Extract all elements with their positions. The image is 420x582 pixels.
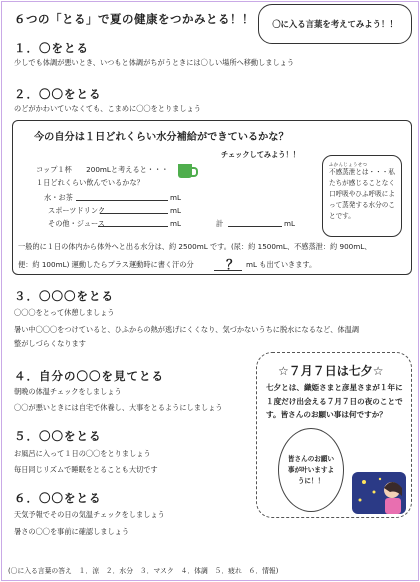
section-6-line-2: 暑さの〇〇を事前に確認しましょう — [14, 527, 130, 536]
section-5-line-1: お風呂に入って１日の〇〇をとりましょう — [14, 449, 151, 458]
bubble-ruby: ふかんじょうせつ — [329, 163, 368, 168]
green-cup-icon — [178, 164, 192, 178]
total-blank[interactable] — [228, 226, 282, 227]
page-title: ６つの「とる」で夏の健康をつかみとる！！ — [14, 12, 254, 26]
drink-other-blank[interactable] — [98, 226, 168, 227]
wish-text: 皆さんのお願い事が叶いますように！！ — [287, 454, 335, 485]
drink-sports-blank[interactable] — [100, 213, 168, 214]
tanabata-text: 七夕とは、織姫さまと彦星さまが１年に１度だけ出会える７月７日の夜のことです。皆さんのお願い事は何ですか？ — [266, 383, 403, 419]
hint-box — [258, 4, 412, 44]
drink-sports-label: スポーツドリンク — [48, 206, 106, 215]
section-1-text: 少しでも体調が悪いとき、いつもと体調がちがうときには〇しい場所へ移動しましょう — [14, 58, 295, 67]
hint-text: 〇に入る言葉を考えてみよう！！ — [272, 19, 398, 29]
section-5-line-2: 毎日同じリズムで睡眠をとることも大切です — [14, 465, 158, 474]
drink-water-tea-blank[interactable] — [76, 200, 168, 201]
cup-handle-icon — [191, 167, 198, 177]
girl-looking-at-stars-illustration — [350, 470, 408, 516]
water-question-mark: ？ — [226, 258, 240, 273]
water-note-line-1: 一般的に１日の体内から体外へと出る水分は、約 2500mL です。(尿：約 1500mL、不感蒸泄：約 900mL、 — [18, 242, 372, 251]
section-3-heading: ３．〇〇〇をとる — [14, 289, 114, 303]
section-3-line-3: 整がしづらくなります — [14, 339, 86, 348]
total-label: 計 — [216, 219, 224, 228]
tanabata-title: ☆７月７日は七夕☆ — [278, 364, 384, 378]
section-1-heading: １．〇をとる — [14, 41, 89, 55]
section-6-heading: ６．〇〇をとる — [14, 491, 102, 505]
water-check-label: チェックしてみよう！！ — [221, 150, 300, 159]
water-note-line-2b: mL も出ていきます。 — [246, 260, 317, 269]
water-question: 今の自分は１日どれくらい水分補給ができているかな？ — [34, 132, 289, 143]
section-4-heading: ４．自分の〇〇を見てとる — [14, 369, 164, 383]
water-note-line-2a: 便：約 100mL) 運動したらプラス運動時に書く汗の分 — [18, 260, 194, 269]
wish-bubble — [278, 428, 344, 512]
section-4-line-1: 朝晩の体温チェックをしましょう — [14, 387, 122, 396]
section-3-line-2: 暑い中〇〇〇をつけていると、ひふからの熱が逃げにくくなり、気づかないうちに脱水になるなど、体温調 — [14, 325, 360, 334]
insensible-perspiration-bubble — [322, 155, 402, 237]
water-ask: １日どれくらい飲んでいるかな？ — [36, 178, 144, 187]
bubble-text: 不感蒸泄とは・・・私たちが感じることなく口呼吸やひふ呼吸によって蒸発する水分のことです。 — [329, 168, 395, 220]
drink-sports-unit: mL — [170, 206, 182, 215]
sweat-amount-blank[interactable] — [214, 270, 242, 271]
section-5-heading: ５．〇〇をとる — [14, 429, 102, 443]
section-3-line-1: 〇〇〇をとって休憩しましょう — [14, 308, 115, 317]
drink-water-tea-label: 水・お茶 — [44, 193, 73, 202]
drink-other-label: その他・ジュース — [48, 219, 105, 228]
drink-water-tea-unit: mL — [170, 193, 182, 202]
drink-other-unit: mL — [170, 219, 182, 228]
section-6-line-1: 天気予報でその日の気温チェックをしましょう — [14, 510, 165, 519]
water-cup-note: コップ１杯 200mLと考えると・・・ — [36, 165, 169, 174]
answer-key: (〇に入る言葉の答え １．涼 ２．水分 ３．マスク ４．体調 ５．疲れ ６．情報) — [8, 567, 279, 575]
section-4-line-2: 〇〇が悪いときには自宅で休養し、大事をとるようにしましょう — [14, 403, 223, 412]
total-unit: mL — [284, 219, 296, 228]
section-2-text: のどがかわいていなくても、こまめに〇〇をとりましょう — [14, 104, 201, 113]
section-2-heading: ２．〇〇をとる — [14, 87, 102, 101]
